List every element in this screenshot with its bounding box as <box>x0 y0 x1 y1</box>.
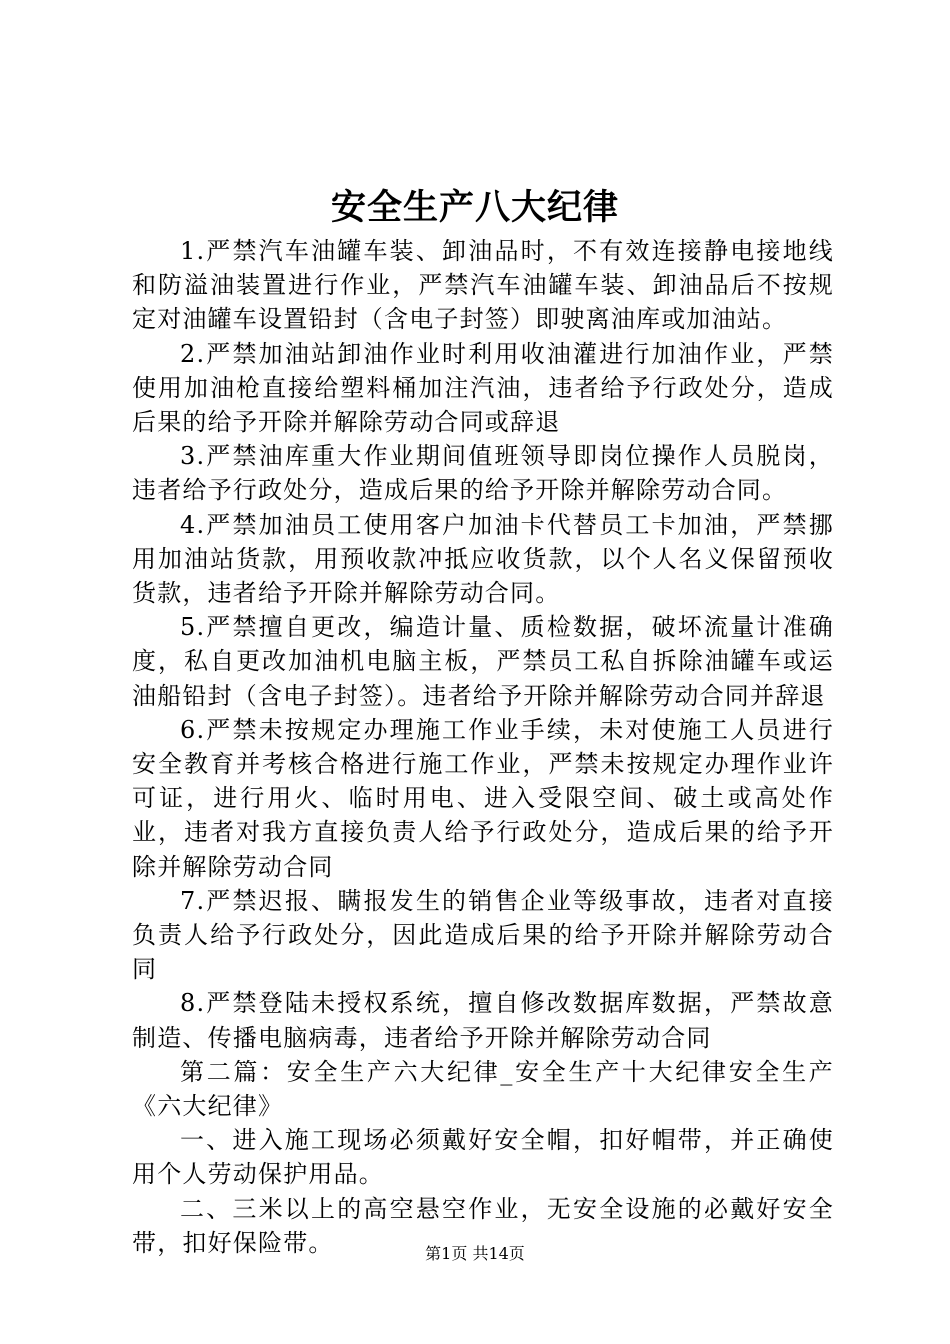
paragraph-7: 7.严禁迟报、瞒报发生的销售企业等级事故，违者对直接负责人给予行政处分，因此造成后果的给予开除并解除劳动合同 <box>132 886 834 984</box>
paragraph-9: 一、进入施工现场必须戴好安全帽，扣好帽带，并正确使用个人劳动保护用品。 <box>132 1126 834 1189</box>
paragraph-4: 4.严禁加油员工使用客户加油卡代替员工卡加油，严禁挪用加油站货款，用预收款冲抵应收货款，以个人名义保留预收货款，违者给予开除并解除劳动合同。 <box>132 510 834 608</box>
section-heading: 第二篇：安全生产六大纪律_安全生产十大纪律安全生产《六大纪律》 <box>132 1057 834 1121</box>
paragraph-1: 1.严禁汽车油罐车装、卸油品时，不有效连接静电接地线和防溢油装置进行作业，严禁汽车油罐车装、卸油品后不按规定对油罐车设置铅封（含电子封签）即驶离油库或加油站。 <box>132 237 834 334</box>
paragraph-6: 6.严禁未按规定办理施工作业手续，未对使施工人员进行安全教育并考核合格进行施工作业，严禁未按规定办理作业许可证，进行用火、临时用电、进入受限空间、破土或高处作业，违者对我方直接负责人给予行政处分，造成后果的给予开除并解除劳动合同 <box>132 715 834 881</box>
paragraph-3: 3.严禁油库重大作业期间值班领导即岗位操作人员脱岗，违者给予行政处分，造成后果的给予开除并解除劳动合同。 <box>132 442 834 505</box>
page-title: 安全生产八大纪律 <box>330 187 619 228</box>
paragraph-10: 二、三米以上的高空悬空作业，无安全设施的必戴好安全带，扣好保险带。 <box>132 1194 834 1257</box>
paragraph-2: 2.严禁加油站卸油作业时利用收油灌进行加油作业，严禁使用加油枪直接给塑料桶加注汽油，违者给予行政处分，造成后果的给予开除并解除劳动合同或辞退 <box>132 339 834 437</box>
paragraph-8: 8.严禁登陆未授权系统，擅自修改数据库数据，严禁故意制造、传播电脑病毒，违者给予开除并解除劳动合同 <box>132 989 834 1052</box>
paragraph-5: 5.严禁擅自更改，编造计量、质检数据，破坏流量计准确度，私自更改加油机电脑主板，严禁员工私自拆除油罐车或运油船铅封（含电子封签）。违者给予开除并解除劳动合同并辞退 <box>132 613 834 710</box>
document-body <box>132 234 834 1260</box>
page-footer: 第1页 共14页 <box>425 1244 525 1263</box>
